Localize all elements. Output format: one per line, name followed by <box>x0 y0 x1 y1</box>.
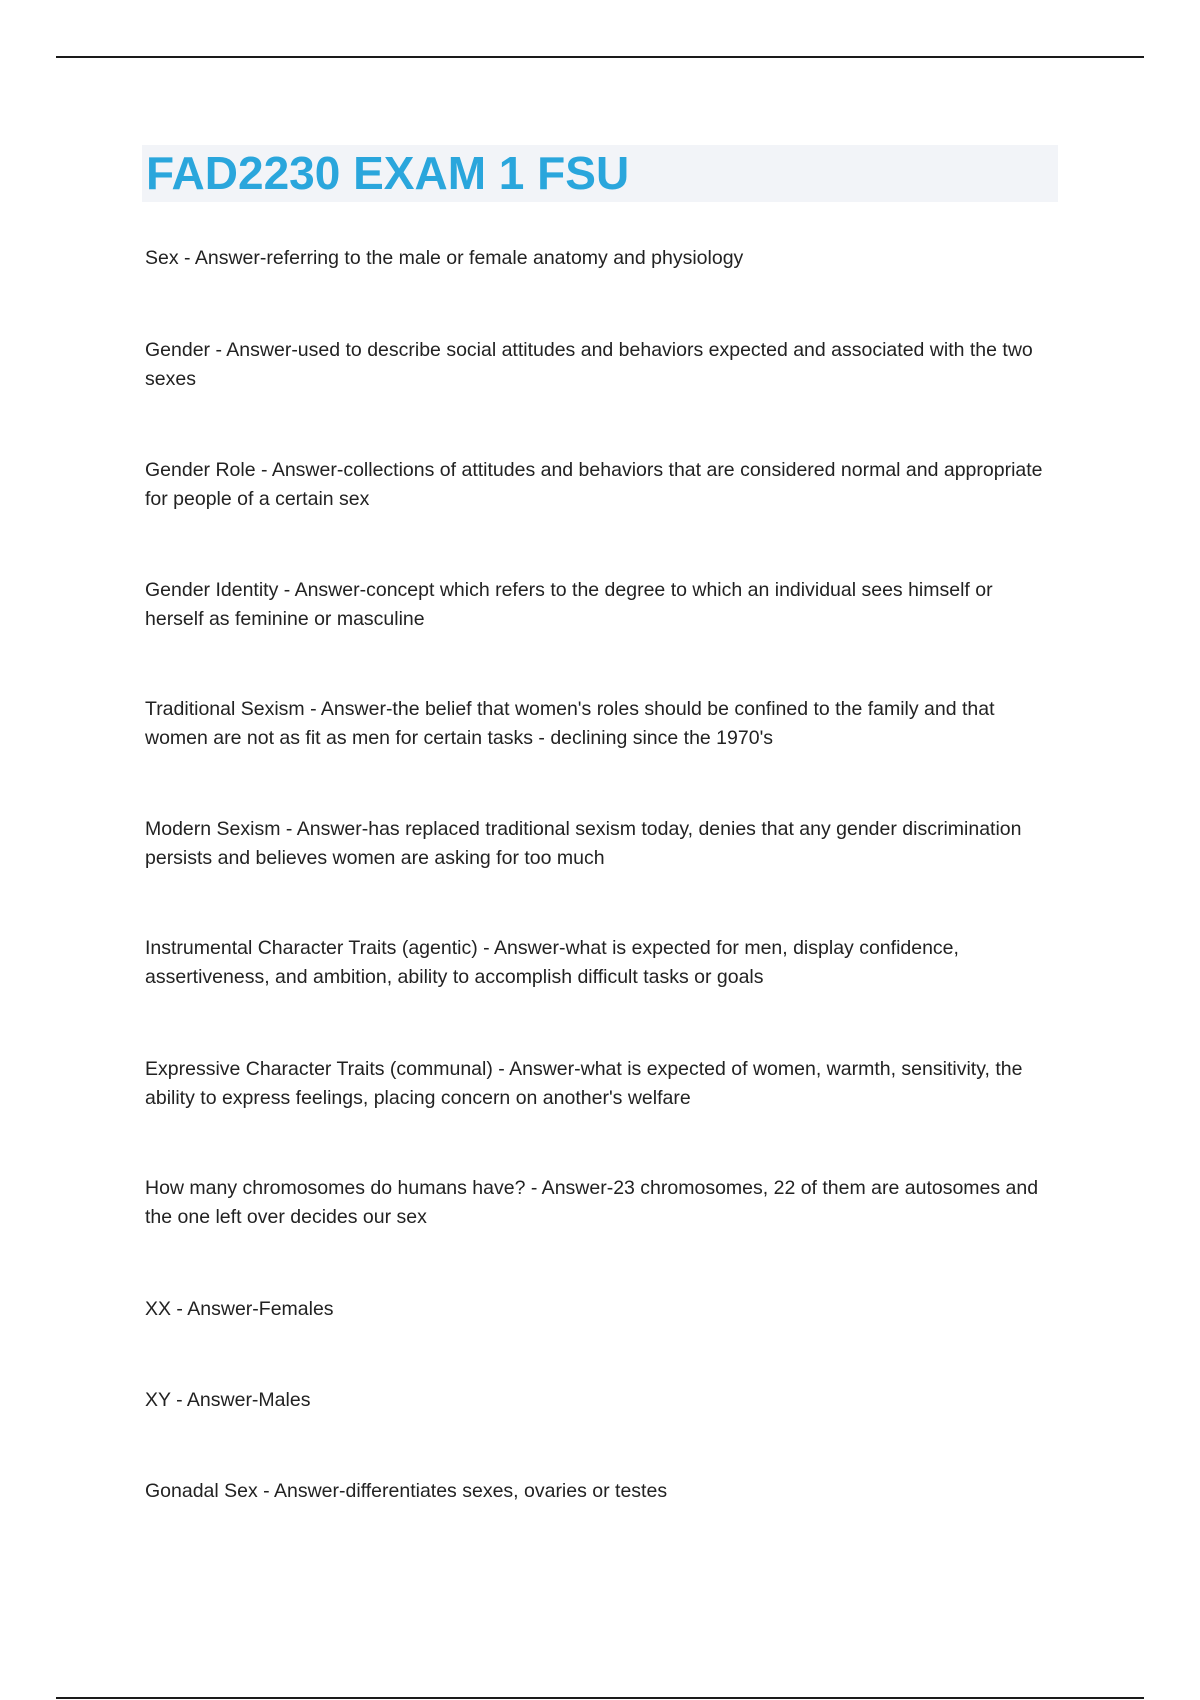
qa-item-xy: XY - Answer-Males <box>145 1389 311 1411</box>
qa-item-xx: XX - Answer-Females <box>145 1298 334 1320</box>
qa-item-gonadal-sex: Gonadal Sex - Answer-differentiates sexes, ovaries or testes <box>145 1480 668 1502</box>
top-rule <box>56 56 1144 58</box>
qa-item-expressive-traits: Expressive Character Traits (communal) - Answer-what is expected of women, warmth, sensitivity, the ability to express feelings, placing concern on another's welfare <box>145 1058 1023 1109</box>
page-title: FAD2230 EXAM 1 FSU <box>146 147 630 199</box>
qa-item-modern-sexism: Modern Sexism - Answer-has replaced traditional sexism today, denies that any gender discrimination persists and believes women are asking for too much <box>145 818 1022 869</box>
qa-item-traditional-sexism: Traditional Sexism - Answer-the belief that women's roles should be confined to the family and that women are not as fit as men for certain tasks - declining since the 1970's <box>145 698 995 749</box>
qa-item-gender-role: Gender Role - Answer-collections of attitudes and behaviors that are considered normal and appropriate for people of a certain sex <box>145 459 1043 510</box>
bottom-rule <box>56 1697 1144 1699</box>
qa-item-sex: Sex - Answer-referring to the male or female anatomy and physiology <box>145 247 744 269</box>
qa-item-instrumental-traits: Instrumental Character Traits (agentic) - Answer-what is expected for men, display confidence, assertiveness, and ambition, ability to accomplish difficult tasks or goals <box>145 937 959 988</box>
qa-item-gender: Gender - Answer-used to describe social attitudes and behaviors expected and associated with the two sexes <box>145 339 1033 390</box>
qa-item-chromosomes: How many chromosomes do humans have? - Answer-23 chromosomes, 22 of them are autosomes and the one left over decides our sex <box>145 1177 1039 1228</box>
qa-item-gender-identity: Gender Identity - Answer-concept which refers to the degree to which an individual sees himself or herself as feminine or masculine <box>145 579 993 630</box>
